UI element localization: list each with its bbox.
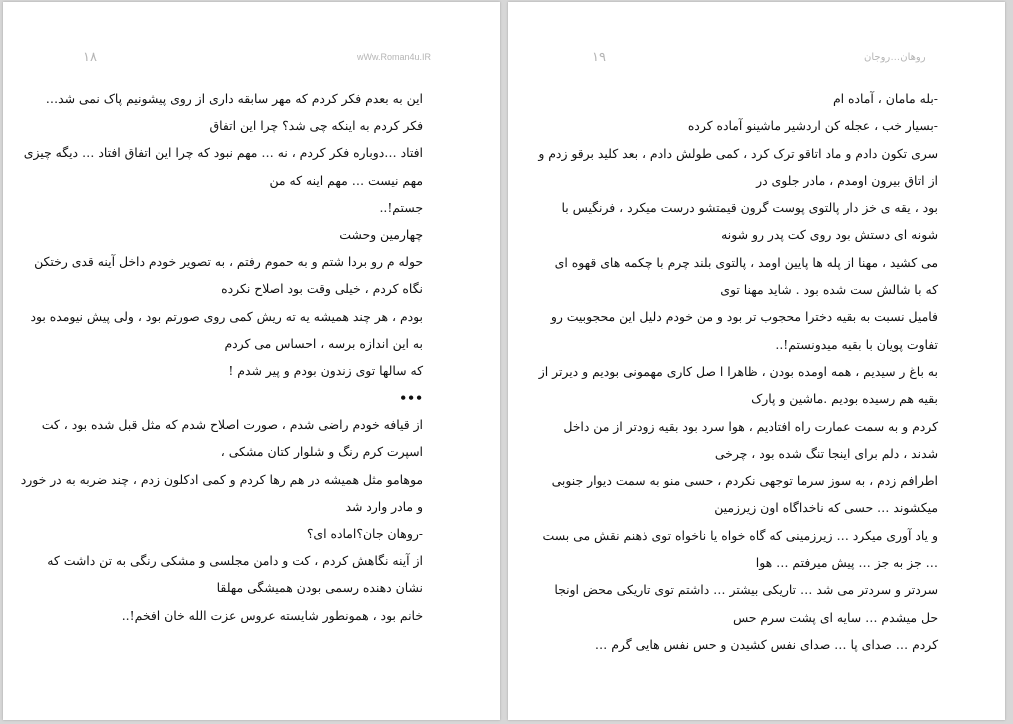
text-line: مهم نیست … مهم اینه که من: [269, 172, 423, 188]
page-text: [538, 85, 938, 658]
text-line: از قیافه خودم راضی شدم ، صورت اصلاح شدم که مثل قبل شده بود ، کت: [41, 417, 423, 433]
text-line: اطرافم زدم ، به سوز سرما توجهی نکردم ، حسی منو به سمت دیوار جنوبی: [551, 473, 938, 489]
text-line: این به بعدم فکر کردم که مهر سابقه داری از روی پیشونیم پاک نمی شد…: [45, 91, 423, 106]
text-line: میکشوند … حسی که ناخداگاه اون زیرزمین: [714, 500, 938, 516]
page-text: [20, 85, 423, 629]
text-line: خانم بود ، همونطور شایسته عروس عزت الله خان افخم!..: [121, 607, 423, 623]
text-line: موهامو مثل همیشه در هم رها کردم و کمی ادکلون زدم ، چند ضربه به در خورد: [20, 471, 423, 487]
text-line: نشان دهنده رسمی بودن همیشگی مهلقا: [216, 580, 423, 596]
text-line: فامیل نسبت به بقیه دخترا محجوب تر بود و من خودم دلیل این محجوبیت رو: [550, 309, 938, 325]
text-line: کردم و به سمت عمارت راه افتادیم ، هوا سرد بود بقیه زودتر از من داخل: [563, 418, 938, 434]
text-line: سری تکون دادم و ماد اتاقو ترک کرد ، کمی طولش دادم ، بعد کلید برقو زدم و: [538, 145, 938, 161]
right-page: [508, 2, 1005, 720]
text-line: افتاد …دوباره فکر کردم ، نه … مهم نبود که چرا این اتفاق افتاد … دیگه چیزی: [23, 145, 423, 161]
text-line: -بله مامان ، آماده ام: [832, 91, 938, 106]
chapter-heading: چهارمین وحشت: [339, 226, 423, 242]
text-line: نگاه کردم ، خیلی وقت بود اصلاح نکرده: [221, 281, 423, 297]
text-line: اسپرت کرم رنگ و شلوار کتان مشکی ،: [220, 444, 423, 460]
running-head-title: روهان…روجان: [864, 52, 926, 63]
text-line: فکر کردم به اینکه چی شد؟ چرا این اتفاق: [209, 118, 423, 134]
text-line: به این اندازه برسه ، احساس می کردم: [224, 335, 423, 351]
left-page: [3, 2, 500, 720]
text-line: از اتاق بیرون اومدم ، مادر جلوی در: [756, 172, 938, 188]
text-line: شونه ای دستش بود روی کت پدر رو شونه: [721, 227, 938, 243]
text-line: حل میشدم … سایه ای پشت سرم حس: [732, 609, 938, 625]
text-line: بود ، یقه ی خز دار پالتوی پوست گرون قیمتشو درست میکرد ، فرنگیس با: [561, 200, 938, 216]
text-line: تفاوت پویان با بقیه میدونستم!..: [775, 336, 938, 352]
text-line: به باغ ر سیدیم ، همه اومده بودن ، ظاهرا ا صل کاری مهمونی بودیم و دیرتر از: [538, 363, 938, 379]
text-line: بقیه هم رسیده بودیم .ماشین و پارک: [751, 391, 938, 407]
text-line: جستم!..: [379, 199, 423, 215]
page-number: ۱۸: [83, 49, 97, 64]
text-line: حوله م رو بردا شتم و به حموم رفتم ، به تصویر خودم داخل آینه قدی رختکن: [34, 254, 423, 270]
text-line: و مادر وارد شد: [345, 498, 423, 514]
text-line: می کشید ، مهنا از پله ها پایین اومد ، پالتوی بلند چرم با چکمه های قهوه ای: [554, 254, 938, 270]
text-line: کردم … صدای پا … صدای نفس کشیدن و حس نفس هایی گرم …: [594, 636, 938, 652]
section-break: •••: [399, 390, 423, 406]
page-number: ۱۹: [592, 49, 606, 64]
text-line: -بسیار خب ، عجله کن اردشیر ماشینو آماده کرده: [687, 118, 938, 134]
text-line: و یاد آوری میکرد … زیرزمینی که گاه خواه یا ناخواه توی ذهنم نقش می بست: [542, 527, 938, 543]
text-line: بودم ، هر چند همیشه یه ته ریش کمی روی صورتم بود ، ولی پیش نیومده بود: [30, 308, 423, 324]
text-line: از آینه نگاهش کردم ، کت و دامن مجلسی و مشکی رنگی به تن داشت که: [47, 553, 423, 569]
running-head-website: wWw.Roman4u.IR: [357, 52, 432, 62]
text-line: که سالها توی زندون بودم و پیر شدم !: [228, 362, 423, 378]
text-line: که با شالش ست شده بود . شاید مهنا توی: [720, 282, 938, 298]
text-line: … جز به جز … پیش میرفتم … هوا: [755, 555, 938, 571]
text-line: شدند ، دلم برای اینجا تنگ شده بود ، چرخی: [714, 445, 938, 461]
text-line: -روهان جان؟اماده ای؟: [306, 526, 423, 541]
text-line: سردتر و سردتر می شد … تاریکی بیشتر … داشتم توی تاریکی محض اونجا: [554, 582, 938, 598]
